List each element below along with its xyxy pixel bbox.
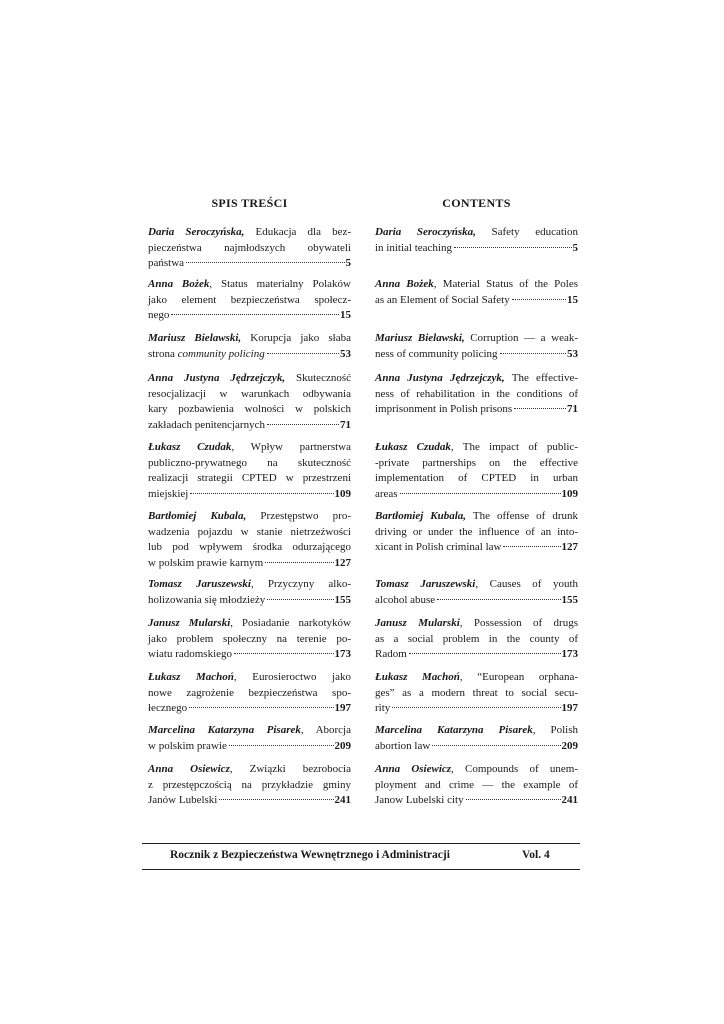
toc-entry-title-text: , Causes of youth (475, 578, 579, 590)
toc-entry-title-text: , Compounds of unem- (451, 763, 578, 775)
toc-entry-line (375, 371, 578, 387)
toc-entry (148, 440, 351, 502)
toc-entry-author: Mariusz Bielawski, (375, 332, 465, 344)
toc-entry (148, 762, 351, 809)
toc-entry-title-text: The effective- (504, 372, 578, 384)
toc-entry-line (148, 418, 351, 434)
toc-entry-line (148, 509, 351, 525)
toc-entry-line (375, 793, 578, 809)
toc-entry-title-text: imprisonment in Polish prisons (375, 403, 513, 415)
toc-entry (375, 371, 578, 418)
toc-entry-line (375, 686, 578, 702)
toc-entry-title-text: , Material Status of the Poles (433, 278, 579, 290)
toc-page-number: 209 (561, 739, 578, 752)
toc-entry-title-text: , Posiadanie narkotyków (230, 617, 351, 629)
toc-entry-author: Janusz Mularski (375, 617, 460, 629)
toc-page-number: 71 (340, 418, 351, 431)
toc-entry-title-text: Corruption — a weak- (464, 332, 578, 344)
toc-dot-leader (186, 262, 344, 263)
toc-entry-line (148, 471, 351, 487)
footer-top-rule (142, 843, 580, 844)
toc-english-heading: CONTENTS (442, 196, 511, 210)
toc-entry-line (375, 471, 578, 487)
toc-entry-title-text: miejskiej (148, 487, 189, 500)
toc-entry-line (375, 456, 578, 472)
toc-entry-title-text: nego (148, 309, 170, 321)
toc-entry (148, 723, 351, 754)
toc-entry-title-text: , Status materialny Polaków (209, 278, 351, 290)
toc-entry-line (375, 525, 578, 541)
toc-entry-title-text: ness of community policing (375, 347, 498, 360)
toc-entry (375, 440, 578, 502)
toc-entry-author: Anna Osiewicz (375, 763, 452, 775)
toc-entry-line (148, 593, 351, 609)
toc-entry-author: Anna Bożek (375, 278, 434, 290)
toc-dot-leader (409, 653, 561, 654)
toc-page-number: 5 (345, 257, 351, 269)
toc-dot-leader (500, 353, 566, 354)
toc-entry-author: Bartłomiej Kubala, (148, 510, 247, 522)
toc-entry-line (148, 256, 351, 272)
toc-entry-title-text: łecznego (148, 702, 188, 714)
toc-entry-line (375, 487, 578, 503)
toc-entry-line (148, 277, 351, 293)
toc-entry-author: Łukasz Czudak (148, 441, 232, 453)
toc-entry-title-text: publiczno-prywatnego na skuteczność (148, 456, 351, 469)
toc-entry-title-text: jako problem społeczny na terenie po- (148, 632, 351, 645)
toc-entry-title-text: wadzenia pojazdu w stanie nietrzeźwości (148, 525, 351, 538)
toc-dot-leader (234, 653, 333, 654)
toc-entry-author: Bartłomiej Kubala, (375, 510, 467, 522)
toc-entry-title-text: z przestępczością na przykładzie gminy (148, 778, 351, 791)
toc-entry-author: Łukasz Machoń (148, 671, 234, 683)
toc-entry-title-text: Korupcja jako słaba (241, 332, 351, 344)
toc-dot-leader (229, 745, 334, 746)
toc-entry-line (148, 762, 351, 778)
toc-page-number: 173 (561, 648, 578, 660)
toc-entry-title-text: , Aborcja (300, 724, 351, 736)
toc-entry-line (148, 371, 351, 387)
toc-entry-line (148, 387, 351, 403)
toc-entry-title-text: ges” as a modern threat to social secu- (375, 686, 578, 699)
toc-page-number: 209 (334, 739, 351, 752)
toc-entry-line (375, 778, 578, 794)
toc-page-number: 173 (334, 648, 351, 660)
toc-entry-line (375, 593, 578, 609)
toc-entry-author: Anna Bożek (148, 278, 210, 290)
footer-journal-title: Rocznik z Bezpieczeństwa Wewnętrznego i Administracji (170, 849, 450, 861)
toc-page-number: 155 (334, 593, 351, 606)
toc-entry-author: Anna Justyna Jędrzejczyk, (375, 372, 505, 384)
toc-entry (375, 762, 578, 809)
toc-entry-title-text: driving or under the influence of an into- (375, 525, 578, 538)
toc-entry-line (148, 577, 351, 593)
toc-dot-leader (466, 799, 561, 800)
toc-entry-line (375, 670, 578, 686)
toc-entry-title-text: zakładach penitencjarnych (148, 418, 265, 431)
toc-entry-title-text: , “European orphana- (459, 671, 578, 683)
toc-entry-author: Anna Justyna Jędrzejczyk, (148, 372, 286, 384)
toc-entry-title-text: Janow Lubelski city (375, 794, 464, 806)
toc-page-number: 155 (561, 593, 578, 606)
toc-page-number: 15 (567, 293, 578, 306)
toc-entry-line (148, 225, 351, 241)
toc-entry (148, 670, 351, 717)
toc-entry-title-text: implementation of CPTED in urban (375, 472, 578, 484)
toc-dot-leader (514, 408, 566, 409)
toc-entry-title-text: The offense of drunk (466, 510, 579, 522)
toc-page-number: 241 (561, 794, 578, 806)
toc-polish-heading: SPIS TREŚCI (211, 196, 288, 210)
toc-page-number: 15 (340, 309, 351, 321)
toc-entry (148, 277, 351, 324)
toc-entry-line (375, 387, 578, 403)
toc-page-number: 5 (572, 241, 578, 254)
toc-entry-line (148, 616, 351, 632)
toc-entry-line (148, 525, 351, 541)
toc-entry-line (148, 293, 351, 309)
toc-entry-line (375, 277, 578, 293)
toc-entry (148, 577, 351, 608)
toc-entry-title-text: , Polish (532, 724, 578, 736)
toc-entry-line (148, 670, 351, 686)
toc-entry-line (375, 509, 578, 525)
toc-dot-leader (432, 745, 560, 746)
toc-entry-line (148, 308, 351, 324)
toc-entry (375, 509, 578, 556)
toc-entry-title-text: w polskim prawie (148, 739, 227, 752)
toc-entry (375, 616, 578, 663)
toc-dot-leader (437, 599, 560, 600)
toc-entry-title-text: areas (375, 487, 398, 500)
toc-entry (148, 616, 351, 663)
toc-entry-title-text: rity (375, 702, 391, 714)
toc-entry-author: Anna Osiewicz (148, 763, 230, 775)
toc-page-number: 71 (567, 403, 578, 415)
toc-dot-leader (503, 546, 560, 547)
toc-entry-title-text: pieczeństwa najmłodszych obywateli (148, 241, 351, 254)
toc-entry-author: Daria Seroczyńska, (375, 226, 476, 238)
toc-entry (375, 577, 578, 608)
toc-dot-leader (171, 314, 339, 315)
toc-polish-column (148, 196, 351, 806)
toc-entry-title-text: w polskim prawie karnym (148, 556, 264, 569)
toc-entry-line (148, 440, 351, 456)
toc-page-number: 197 (561, 702, 578, 714)
toc-entry-line (148, 241, 351, 257)
toc-entry-line (148, 402, 351, 418)
toc-page-number: 53 (340, 347, 351, 360)
toc-entry-title-text: xicant in Polish criminal law (375, 541, 502, 553)
toc-entry-line (375, 723, 578, 739)
toc-entry-line (375, 701, 578, 717)
toc-entry-title-text: realizacji strategii CPTED w przestrzeni (148, 472, 351, 484)
toc-entry (375, 225, 578, 256)
toc-entry-title-text: community policing (177, 347, 265, 360)
toc-entry-line (148, 540, 351, 556)
toc-entry-line (375, 739, 578, 755)
toc-dot-leader (267, 599, 333, 600)
toc-entry-line (375, 293, 578, 309)
toc-entry-title-text: ness of rehabilitation in the conditions of (375, 387, 578, 400)
toc-entry-line (375, 347, 578, 363)
toc-entry-title-text: Safety education (475, 226, 578, 238)
toc-entry (375, 723, 578, 754)
toc-entry-title-text: Radom (375, 648, 407, 660)
toc-entry-line (148, 723, 351, 739)
toc-entry-author: Marcelina Katarzyna Pisarek (375, 724, 533, 736)
toc-entry-title-text: as an Element of Social Safety (375, 293, 510, 306)
toc-entry-author: Łukasz Machoń (375, 671, 460, 683)
toc-page-number: 109 (561, 487, 578, 500)
toc-entry (148, 509, 351, 571)
toc-entry-line (375, 331, 578, 347)
toc-entry (148, 225, 351, 272)
toc-entry-line (375, 540, 578, 556)
toc-entry-title-text: kary pozbawienia wolności w polskich (148, 403, 351, 415)
toc-page-number: 53 (567, 347, 578, 360)
toc-dot-leader (219, 799, 333, 800)
toc-entry-title-text: abortion law (375, 739, 431, 752)
toc-page-number: 241 (334, 794, 351, 806)
toc-entry-author: Marcelina Katarzyna Pisarek (148, 724, 301, 736)
toc-entry-author: Łukasz Czudak (375, 441, 451, 453)
toc-dot-leader (512, 299, 566, 300)
footer-bottom-rule (142, 869, 580, 870)
toc-entry-line (148, 331, 351, 347)
toc-entry-title-text: strona (148, 347, 178, 360)
toc-entry-line (148, 739, 351, 755)
toc-entry-title-text: in initial teaching (375, 241, 452, 254)
toc-entry-title-text: nowe zagrożenie bezpieczeństwa spo- (148, 686, 351, 699)
toc-entry-title-text: , Eurosieroctwo jako (233, 671, 351, 683)
toc-dot-leader (400, 493, 561, 494)
toc-entry-line (375, 616, 578, 632)
toc-entry-line (148, 347, 351, 363)
toc-entry-title-text: -private partnerships on the effective (375, 456, 578, 469)
toc-entry-title-text: , Związki bezrobocia (229, 763, 351, 775)
toc-entry-line (148, 686, 351, 702)
toc-entry-title-text: Skuteczność (285, 372, 351, 384)
toc-entry-title-text: , Possession of drugs (459, 617, 578, 629)
toc-entry-author: Janusz Mularski (148, 617, 231, 629)
footer-volume: Vol. 4 (522, 849, 550, 861)
toc-entry (375, 670, 578, 717)
toc-page-number: 127 (334, 556, 351, 569)
toc-entry-line (375, 762, 578, 778)
toc-entry-title-text: , Przyczyny alko- (250, 578, 351, 590)
toc-entry-title-text: jako element bezpieczeństwa społecz- (148, 293, 351, 306)
toc-entry-line (148, 487, 351, 503)
toc-entry-line (375, 440, 578, 456)
toc-entry-line (375, 647, 578, 663)
toc-entry-line (148, 793, 351, 809)
toc-entry-line (148, 632, 351, 648)
toc-page-number: 197 (334, 702, 351, 714)
toc-entry-line (148, 778, 351, 794)
toc-dot-leader (189, 707, 333, 708)
toc-english-column (375, 196, 579, 806)
toc-entry-author: Mariusz Bielawski, (148, 332, 242, 344)
toc-dot-leader (392, 707, 560, 708)
toc-entry-author: Tomasz Jaruszewski (375, 578, 476, 590)
toc-entry-title-text: wiatu radomskiego (148, 648, 233, 660)
toc-entry-title-text: , The impact of public- (450, 441, 578, 453)
toc-entry-line (375, 241, 578, 257)
toc-entry-title-text: lub pod wpływem środka odurzającego (148, 541, 351, 553)
toc-dot-leader (265, 562, 333, 563)
toc-entry-author: Tomasz Jaruszewski (148, 578, 251, 590)
toc-entry-line (148, 647, 351, 663)
toc-entry-title-text: holizowania się młodzieży (148, 593, 266, 606)
toc-entry-line (375, 577, 578, 593)
toc-entry-line (148, 456, 351, 472)
toc-dot-leader (267, 424, 339, 425)
toc-entry (148, 371, 351, 433)
toc-entry-title-text: Przestępstwo pro- (246, 510, 351, 522)
toc-entry-title-text: , Wpływ partnerstwa (231, 441, 351, 453)
toc-entry-title-text: państwa (148, 257, 185, 269)
toc-entry-line (375, 632, 578, 648)
toc-entry-author: Daria Seroczyńska, (148, 226, 245, 238)
toc-entry-title-text: Janów Lubelski (148, 794, 218, 806)
toc-entry-title-text: resocjalizacji w warunkach odbywania (148, 387, 351, 400)
toc-dot-leader (454, 247, 572, 248)
toc-entry (148, 331, 351, 362)
toc-entry-line (375, 402, 578, 418)
toc-page-number: 127 (561, 541, 578, 553)
toc-dot-leader (190, 493, 333, 494)
toc-entry-line (148, 556, 351, 572)
toc-entry-line (375, 225, 578, 241)
toc-page-number: 109 (334, 487, 351, 500)
toc-entry-title-text: ployment and crime — the example of (375, 778, 578, 791)
toc-entry-title-text: as a social problem in the county of (375, 632, 578, 645)
toc-entry (375, 331, 578, 362)
toc-entry-title-text: alcohol abuse (375, 593, 436, 606)
toc-entry-line (148, 701, 351, 717)
toc-entry-title-text: Edukacja dla bez- (244, 226, 351, 238)
toc-entry (375, 277, 578, 308)
toc-dot-leader (267, 353, 339, 354)
